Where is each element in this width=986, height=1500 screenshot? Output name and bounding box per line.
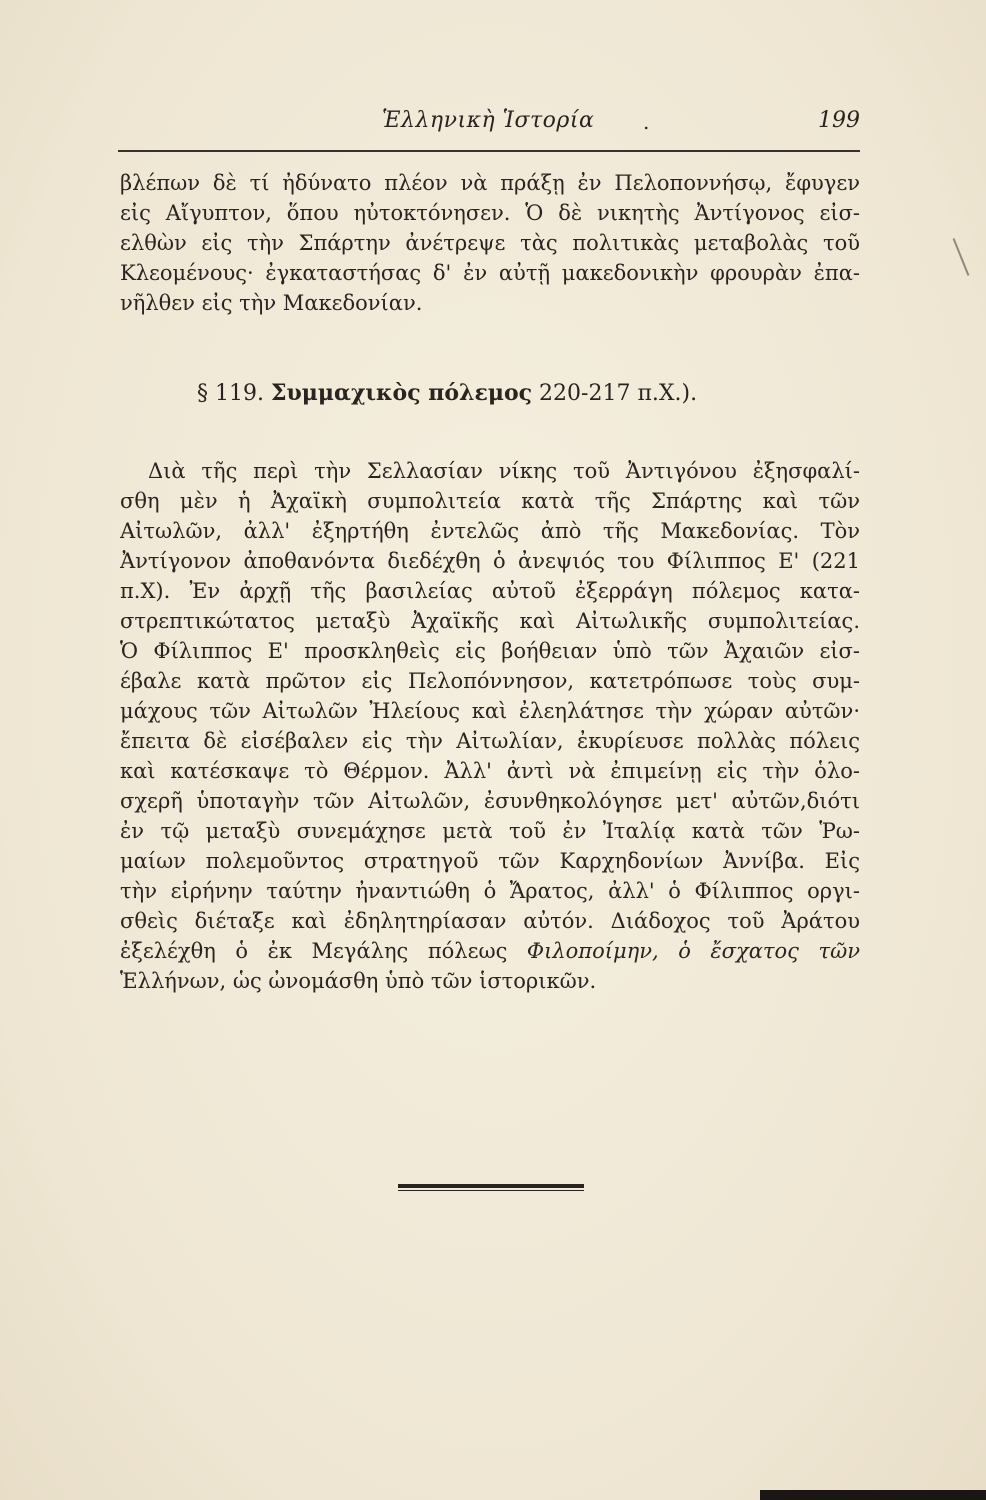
text-line: Κλεομένους· ἐγκαταστήσας δ' ἐν αὐτῇ μακεδονικὴν φρουρὰν ἐπα- — [120, 261, 860, 285]
text-line: τὴν εἰρήνην ταύτην ἠναντιώθη ὁ Ἄρατος, ἀλλ' ὁ Φίλιππος οργι- — [120, 879, 860, 903]
header-dot: . — [643, 110, 650, 134]
text-line: ἐν τῷ μεταξὺ συνεμάχησε μετὰ τοῦ ἐν Ἰταλίᾳ κατὰ τῶν Ῥω- — [120, 819, 860, 843]
text-line-roman: ἐξελέχθη ὁ ἐκ Μεγάλης πόλεως — [120, 939, 508, 963]
paragraph-2 — [120, 456, 860, 996]
text-line: καὶ κατέσκαψε τὸ Θέρμον. Ἀλλ' ἀντὶ νὰ ἐπιμείνῃ εἰς τὴν ὁλο- — [120, 759, 860, 783]
text-line: εἰς Αἴγυπτον, ὅπου ηὐτοκτόνησεν. Ὁ δὲ νικητὴς Ἀντίγονος εἰσ- — [120, 201, 860, 225]
text-line: έβαλε κατὰ πρῶτον εἰς Πελοπόννησον, κατετρόπωσε τοὺς συμ- — [120, 669, 860, 693]
section-title: Συμμαχικὸς πόλεμος — [270, 380, 533, 406]
text-line-roman: Ἑλλήνων, ὡς ὠνομάσθη ὑπὸ τῶν ἱστορικῶν. — [120, 969, 597, 993]
end-ornament-rule — [398, 1184, 584, 1188]
text-line: σθη μὲν ἡ Ἀχαϊκὴ συμπολιτεία κατὰ τῆς Σπάρτης καὶ τῶν — [120, 489, 860, 513]
text-line: μαίων πολεμοῦντος στρατηγοῦ τῶν Καρχηδονίων Ἀννίβα. Εἰς — [120, 849, 860, 873]
text-line: στρεπτικώτατος μεταξὺ Ἀχαϊκῆς καὶ Αἰτωλικῆς συμπολιτείας. — [120, 609, 860, 633]
paragraph-1 — [120, 168, 860, 318]
scan-edge-shadow — [760, 1490, 986, 1500]
text-line: νῆλθεν εἰς τὴν Μακεδονίαν. — [120, 291, 423, 315]
end-ornament-rule-thin — [398, 1190, 584, 1191]
header-title: Ἑλληνικὴ Ἱστορία — [382, 108, 595, 133]
italic-name: Φιλοποίμην, ὁ ἔσχατος τῶν — [526, 939, 860, 963]
running-header — [120, 108, 860, 140]
header-rule — [118, 150, 860, 152]
text-line: βλέπων δὲ τί ἠδύνατο πλέον νὰ πράξῃ ἐν Πελοποννήσῳ, ἔφυγεν — [120, 171, 860, 195]
text-line-mixed — [120, 936, 860, 966]
text-line-final — [120, 966, 860, 996]
text-line: Ἀντίγονον ἀποθανόντα διεδέχθη ὁ ἀνεψιός του Φίλιππος Ε' (221 — [120, 549, 860, 573]
text-line: σθεὶς διέταξε καὶ ἐδηλητηρίασαν αὐτόν. Διάδοχος τοῦ Ἀράτου — [120, 909, 860, 933]
stray-pen-mark — [953, 238, 970, 276]
section-marker: § 119. — [197, 381, 264, 406]
text-line: σχερῆ ὑποταγὴν τῶν Αἰτωλῶν, ἐσυνθηκολόγησε μετ' αὐτῶν,διότι — [120, 789, 860, 813]
text-line: Αἰτωλῶν, ἀλλ' ἐξηρτήθη ἐντελῶς ἀπὸ τῆς Μακεδονίας. Τὸν — [120, 519, 860, 543]
section-heading — [197, 380, 697, 406]
text-line: ελθὼν εἰς τὴν Σπάρτην ἀνέτρεψε τὰς πολιτικὰς μεταβολὰς τοῦ — [120, 231, 860, 255]
text-line: Διὰ τῆς περὶ τὴν Σελλασίαν νίκης τοῦ Ἀντιγόνου ἐξησφαλί- — [148, 459, 860, 483]
section-dates: 220-217 π.Χ.). — [539, 381, 698, 406]
text-line: π.Χ). Ἐν ἀρχῇ τῆς βασιλείας αὐτοῦ ἐξερράγη πόλεμος κατα- — [120, 579, 860, 603]
text-line: Ὁ Φίλιππος Ε' προσκληθεὶς εἰς βοήθειαν ὑπὸ τῶν Ἀχαιῶν εἰσ- — [120, 639, 860, 663]
text-line: ἔπειτα δὲ εἰσέβαλεν εἰς τὴν Αἰτωλίαν, ἐκυρίευσε πολλὰς πόλεις — [120, 729, 860, 753]
page-number: 199 — [818, 108, 860, 133]
text-line: μάχους τῶν Αἰτωλῶν Ἠλείους καὶ ἐλεηλάτησε τὴν χώραν αὐτῶν· — [120, 699, 860, 723]
